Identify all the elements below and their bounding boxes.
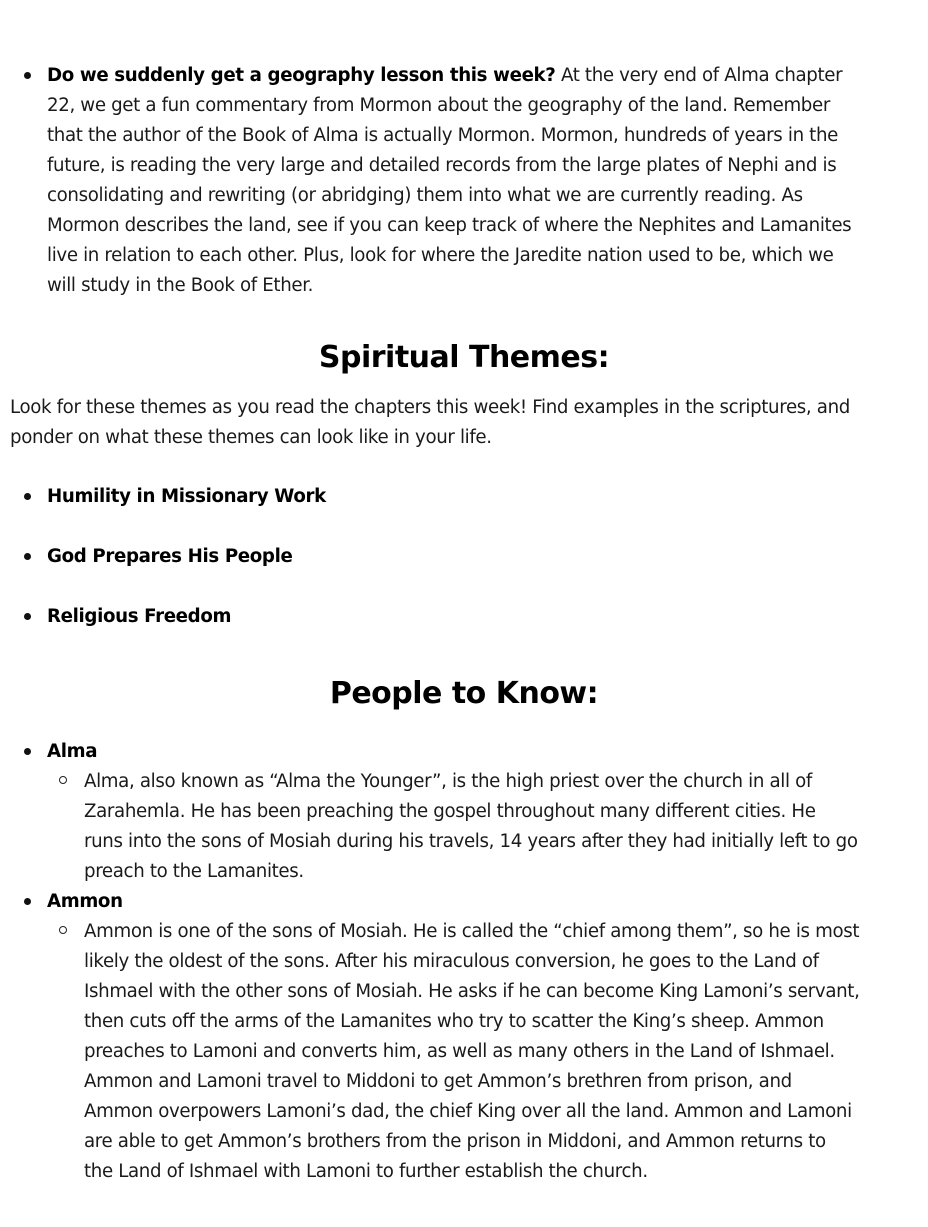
person-description-line: runs into the sons of Mosiah during his travels, 14 years after they had initially left to go: [84, 831, 858, 852]
person-description-line: then cuts off the arms of the Lamanites who try to scatter the King’s sheep. Ammon: [84, 1011, 824, 1032]
intro-bold-lead: Do we suddenly get a geography lesson this week?: [47, 65, 556, 86]
sub-bullet-icon: [59, 926, 67, 934]
person-description-line: Ishmael with the other sons of Mosiah. He asks if he can become King Lamoni’s servant,: [84, 981, 860, 1002]
theme-item: God Prepares His People: [47, 546, 293, 567]
intro-line: At the very end of Alma chapter: [560, 65, 843, 86]
themes-intro-line: ponder on what these themes can look like in your life.: [10, 427, 492, 448]
bullet-icon: [24, 748, 31, 755]
person-description-line: preaches to Lamoni and converts him, as well as many others in the Land of Ishmael.: [84, 1041, 835, 1062]
theme-item: Religious Freedom: [47, 606, 232, 627]
spiritual-themes-heading: Spiritual Themes:: [318, 340, 610, 375]
person-description-line: the Land of Ishmael with Lamoni to further establish the church.: [84, 1161, 648, 1182]
intro-line: live in relation to each other. Plus, look for where the Jaredite nation used to be, which we: [47, 245, 834, 266]
intro-line: future, is reading the very large and detailed records from the large plates of Nephi and is: [47, 155, 837, 176]
sub-bullet-icon: [59, 776, 67, 784]
person-name-ammon: Ammon: [47, 891, 123, 912]
intro-line: 22, we get a fun commentary from Mormon about the geography of the land. Remember: [47, 95, 830, 116]
person-description-line: Ammon and Lamoni travel to Middoni to get Ammon’s brethren from prison, and: [84, 1071, 792, 1092]
person-name-alma: Alma: [47, 741, 98, 762]
bullet-icon: [24, 553, 31, 560]
theme-item: Humility in Missionary Work: [47, 486, 326, 507]
bullet-icon: [24, 493, 31, 500]
themes-intro-line: Look for these themes as you read the chapters this week! Find examples in the scriptures, and: [10, 397, 850, 418]
person-description-line: likely the oldest of the sons. After his miraculous conversion, he goes to the Land of: [84, 951, 819, 972]
intro-line: Mormon describes the land, see if you can keep track of where the Nephites and Lamanites: [47, 215, 852, 236]
bullet-icon: [24, 898, 31, 905]
person-description-line: preach to the Lamanites.: [84, 861, 304, 882]
intro-first-line: [47, 61, 842, 91]
person-description-line: Zarahemla. He has been preaching the gospel throughout many different cities. He: [84, 801, 816, 822]
person-description-line: Ammon overpowers Lamoni’s dad, the chief King over all the land. Ammon and Lamoni: [84, 1101, 852, 1122]
person-description-line: are able to get Ammon’s brothers from the prison in Middoni, and Ammon returns to: [84, 1131, 826, 1152]
intro-line: that the author of the Book of Alma is actually Mormon. Mormon, hundreds of years in the: [47, 125, 838, 146]
intro-line: will study in the Book of Ether.: [47, 275, 314, 296]
person-description-line: Ammon is one of the sons of Mosiah. He is called the “chief among them”, so he is most: [84, 921, 860, 942]
bullet-icon: [24, 613, 31, 620]
person-description-line: Alma, also known as “Alma the Younger”, is the high priest over the church in all of: [84, 771, 812, 792]
bullet-icon: [24, 72, 31, 79]
intro-line: consolidating and rewriting (or abridging) them into what we are currently reading. As: [47, 185, 803, 206]
people-to-know-heading: People to Know:: [329, 676, 599, 711]
